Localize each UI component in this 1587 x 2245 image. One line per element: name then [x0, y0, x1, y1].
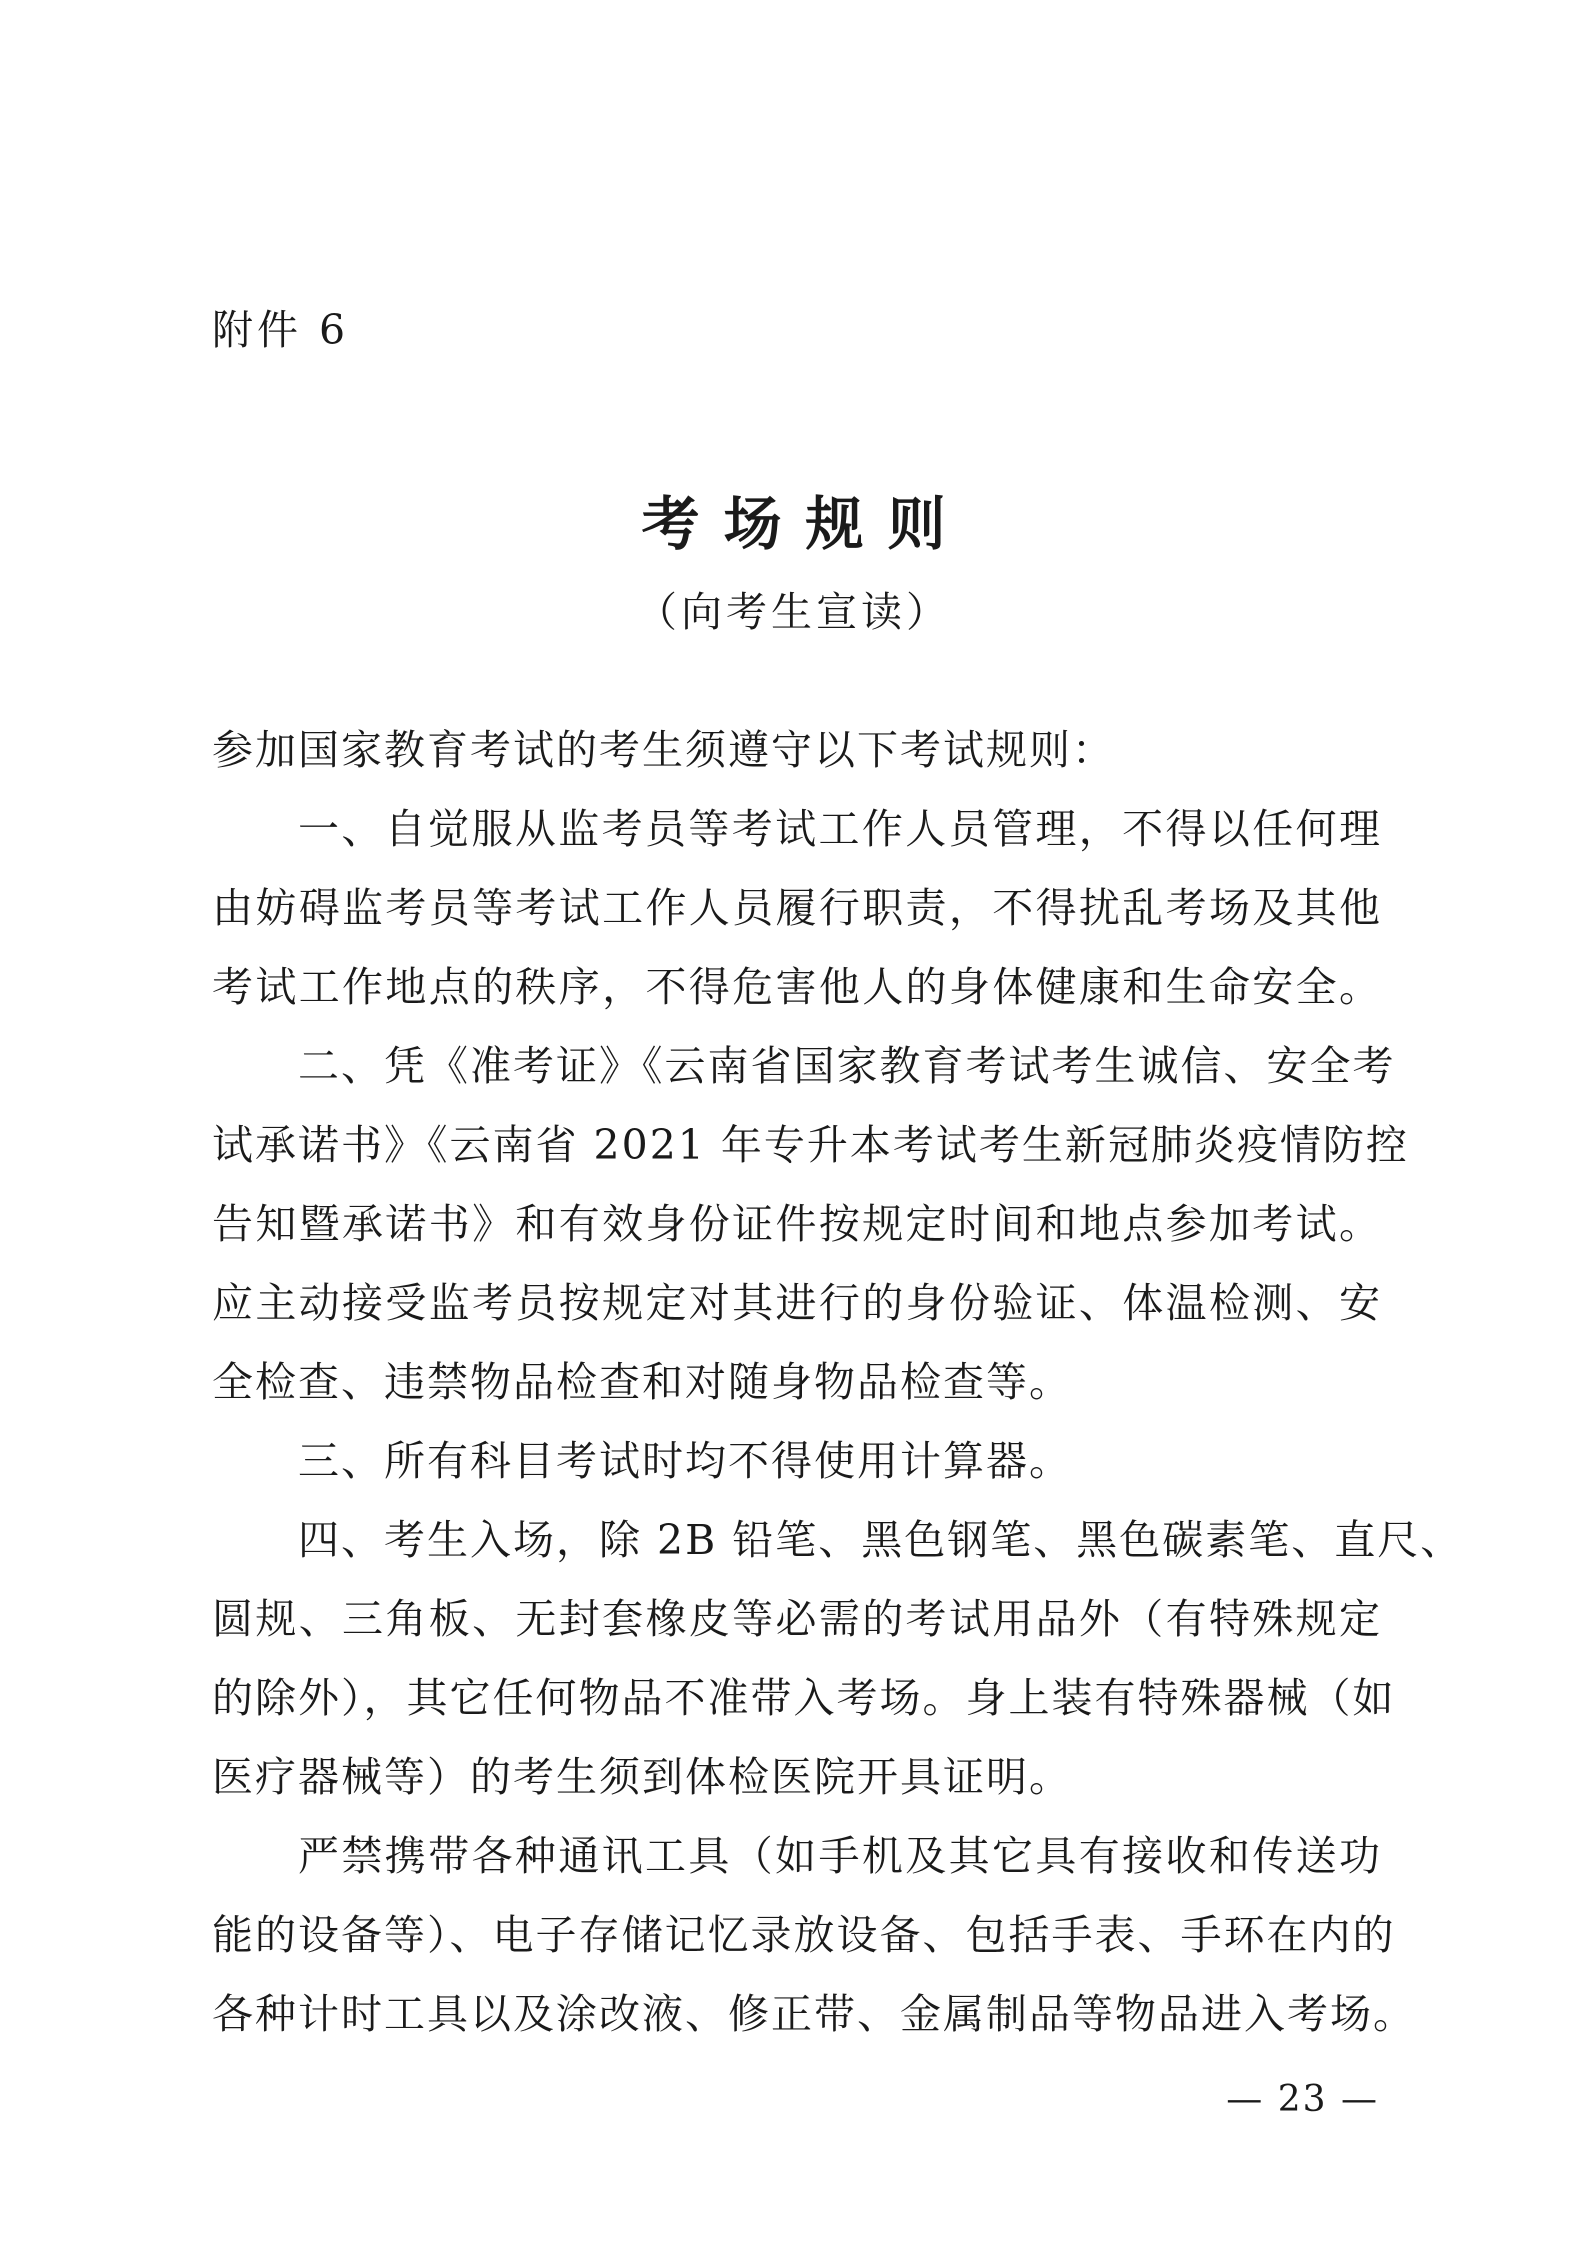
- rule-2-line-5: 全检查、违禁物品检查和对随身物品检查等。: [212, 1358, 1072, 1406]
- page-subtitle: （向考生宣读）: [636, 588, 951, 636]
- rule-4-line-1: 四、考生入场，除 2B 铅笔、黑色钢笔、黑色碳素笔、直尺、: [298, 1516, 1464, 1564]
- rule-4-line-4: 医疗器械等）的考生须到体检医院开具证明。: [212, 1753, 1072, 1801]
- page-number: — 23 —: [1226, 2079, 1379, 2120]
- rule-2-line-1: 二、凭《准考证》《云南省国家教育考试考生诚信、安全考: [298, 1042, 1396, 1090]
- intro-line: 参加国家教育考试的考生须遵守以下考试规则：: [212, 726, 1115, 774]
- rule-2-line-2: 试承诺书》《云南省 2021 年专升本考试考生新冠肺炎疫情防控: [212, 1121, 1409, 1169]
- attachment-label: 附件 6: [212, 306, 350, 354]
- rule-5-line-1: 严禁携带各种通讯工具（如手机及其它具有接收和传送功: [298, 1832, 1382, 1880]
- rule-2-line-4: 应主动接受监考员按规定对其进行的身份验证、体温检测、安: [212, 1279, 1382, 1327]
- rule-3-line-1: 三、所有科目考试时均不得使用计算器。: [298, 1437, 1072, 1485]
- document-body: [212, 720, 1464, 2063]
- rule-5-line-2: 能的设备等）、电子存储记忆录放设备、包括手表、手环在内的: [212, 1911, 1396, 1959]
- rule-1-line-2: 由妨碍监考员等考试工作人员履行职责，不得扰乱考场及其他: [212, 884, 1382, 932]
- rule-5-line-3: 各种计时工具以及涂改液、修正带、金属制品等物品进入考场。: [212, 1990, 1416, 2038]
- page-title: 考场规则: [641, 490, 970, 558]
- rule-4-line-2: 圆规、三角板、无封套橡皮等必需的考试用品外（有特殊规定: [212, 1595, 1382, 1643]
- rule-1-line-1: 一、自觉服从监考员等考试工作人员管理，不得以任何理: [298, 805, 1382, 853]
- rule-2-line-3: 告知暨承诺书》和有效身份证件按规定时间和地点参加考试。: [212, 1200, 1382, 1248]
- rule-1-line-3: 考试工作地点的秩序，不得危害他人的身体健康和生命安全。: [212, 963, 1382, 1011]
- rule-4-line-3: 的除外），其它任何物品不准带入考场。身上装有特殊器械（如: [212, 1674, 1396, 1722]
